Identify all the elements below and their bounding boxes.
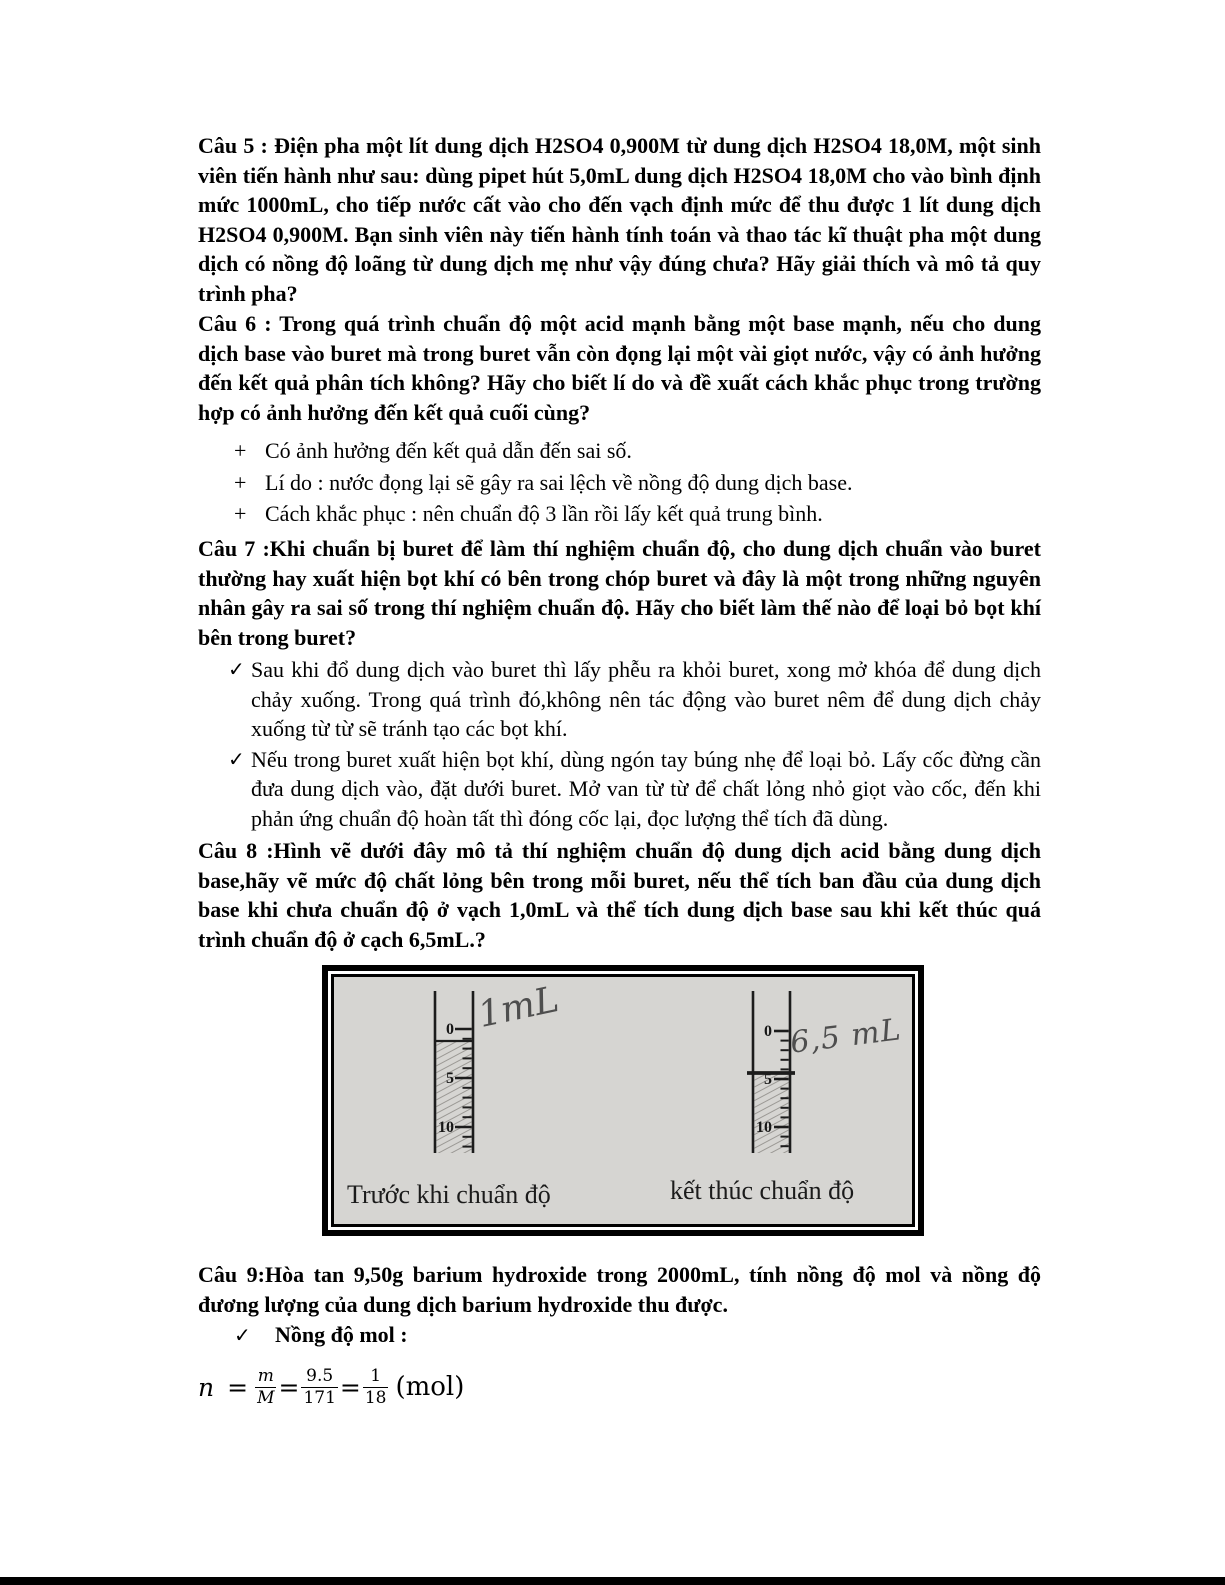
question-7-answer-list [198,655,1041,835]
list-item [198,436,1041,466]
scale-label: 10 [756,1119,772,1136]
formula-unit: (mol) [395,1372,465,1402]
left-buret [435,991,473,1153]
equals-sign: = [339,1372,361,1402]
list-item-text: Cách khắc phục : nên chuẩn độ 3 lần rồi lấy kết quả trung bình. [265,501,823,527]
question-5-text: Câu 5 : Điện pha một lít dung dịch H2SO4 0,900M từ dung dịch H2SO4 18,0M, một sinh viên tiến hành như sau: dùng pipet hút 5,0mL dung dịch H2SO4 18,0M cho vào bình định mức 1000mL, cho tiếp nước cất vào cho đến vạch định mức để thu được 1 lít dung dịch H2SO4 0,900M. Bạn sinh viên này tiến hành tính toán và thao tác kĩ thuật pha một dung dịch có nồng độ loãng từ dung dịch mẹ như vậy đúng chưa? Hãy giải thích và mô tả quy trình pha? [198,133,1041,306]
formula-variable-n: n [198,1372,215,1402]
buret-figure-frame [322,965,924,1236]
list-item [198,655,1041,744]
scale-label: 10 [438,1119,454,1136]
checkmark-icon: ✓ [228,657,245,681]
plus-marker: + [234,438,247,463]
question-6-text: Câu 6 : Trong quá trình chuẩn độ một acid mạnh bằng một base mạnh, nếu cho dung dịch base vào buret mà trong buret vẫn còn đọng lại một vài giọt nước, vậy có ảnh hưởng đến kết quả phân tích không? Hãy cho biết lí do và đề xuất cách khắc phục trong trường hợp có ảnh hưởng đến kết quả cuối cùng? [198,311,1041,425]
fraction-m-over-M [255,1366,276,1407]
list-item [198,745,1041,834]
fraction-denominator: M [257,1387,275,1408]
plus-marker: + [234,501,247,527]
checkmark-icon: ✓ [234,1323,251,1347]
right-buret [747,991,795,1153]
list-item-text: Lí do : nước đọng lại sẽ gây ra sai lệch về nồng độ dung dịch base. [265,469,853,495]
fraction-denominator: 171 [303,1387,336,1408]
fraction-numerator: 1 [370,1366,382,1387]
list-item [198,468,1041,498]
question-6-answer-list [198,436,1041,531]
right-buret-annotation: 6,5 mL [788,1012,904,1061]
list-item-text: Nếu trong buret xuất hiện bọt khí, dùng ngón tay búng nhẹ để loại bỏ. Lấy cốc đừng cần đưa dung dịch vào, đặt dưới buret. Mở van từ từ để chất lỏng nhỏ giọt vào cốc, đến khi phản ứng chuẩn độ hoàn tất thì đóng cốc lại, đọc lượng thể tích đã dùng. [251,746,1041,831]
question-8-text: Câu 8 :Hình vẽ dưới đây mô tả thí nghiệm chuẩn độ dung dịch acid bằng dung dịch base,hãy vẽ mức độ chất lỏng bên trong mỗi buret, nếu thể tích ban đầu của dung dịch base khi chưa chuẩn độ ở vạch 1,0mL và thể tích dung dịch base sau khi kết thúc quá trình chuẩn độ ở cạch 6,5mL.? [198,838,1041,952]
list-item [198,499,1041,529]
right-buret-caption: kết thúc chuẩn độ [670,1176,855,1205]
buret-figure-photo [331,974,915,1227]
question-7-text: Câu 7 :Khi chuẩn bị buret để làm thí nghiệm chuẩn độ, cho dung dịch chuẩn vào buret thường hay xuất hiện bọt khí có bên trong chóp buret và đây là một trong những nguyên nhân gây ra sai số trong thí nghiệm chuẩn độ. Hãy cho biết làm thế nào để loại bỏ bọt khí bên trong buret? [198,536,1041,650]
left-buret-annotation: 1mL [474,979,563,1036]
molar-formula [198,1362,464,1412]
scale-label: 5 [446,1070,454,1087]
fraction-9p5-over-171 [301,1366,337,1407]
equals-sign: = [227,1372,249,1402]
molar-concentration-label: Nồng độ mol : [275,1322,408,1347]
scale-label: 0 [764,1023,772,1040]
list-item-text: Sau khi đổ dung dịch vào buret thì lấy phễu ra khỏi buret, xong mở khóa để dung dịch chảy xuống. Trong quá trình đó,không nên tác động vào buret nêm để dung dịch chảy xuống từ từ sẽ tránh tạo các bọt khí. [251,657,1041,742]
fraction-1-over-18 [363,1366,389,1407]
fraction-denominator: 18 [364,1387,387,1408]
equals-sign: = [278,1372,300,1402]
fraction-numerator: 9.5 [306,1366,334,1387]
fraction-numerator: m [257,1366,274,1387]
question-9-text: Câu 9:Hòa tan 9,50g barium hydroxide trong 2000mL, tính nồng độ mol và nồng độ đương lượng của dung dịch barium hydroxide thu được. [198,1262,1041,1317]
scale-label: 5 [764,1071,772,1088]
scale-label: 0 [446,1021,454,1038]
list-item-text: Có ảnh hưởng đến kết quả dẫn đến sai số. [265,438,632,463]
plus-marker: + [234,469,247,495]
left-buret-caption: Trước khi chuẩn độ [347,1180,551,1209]
checkmark-icon: ✓ [228,746,245,771]
page-break-bar [0,1577,1225,1585]
